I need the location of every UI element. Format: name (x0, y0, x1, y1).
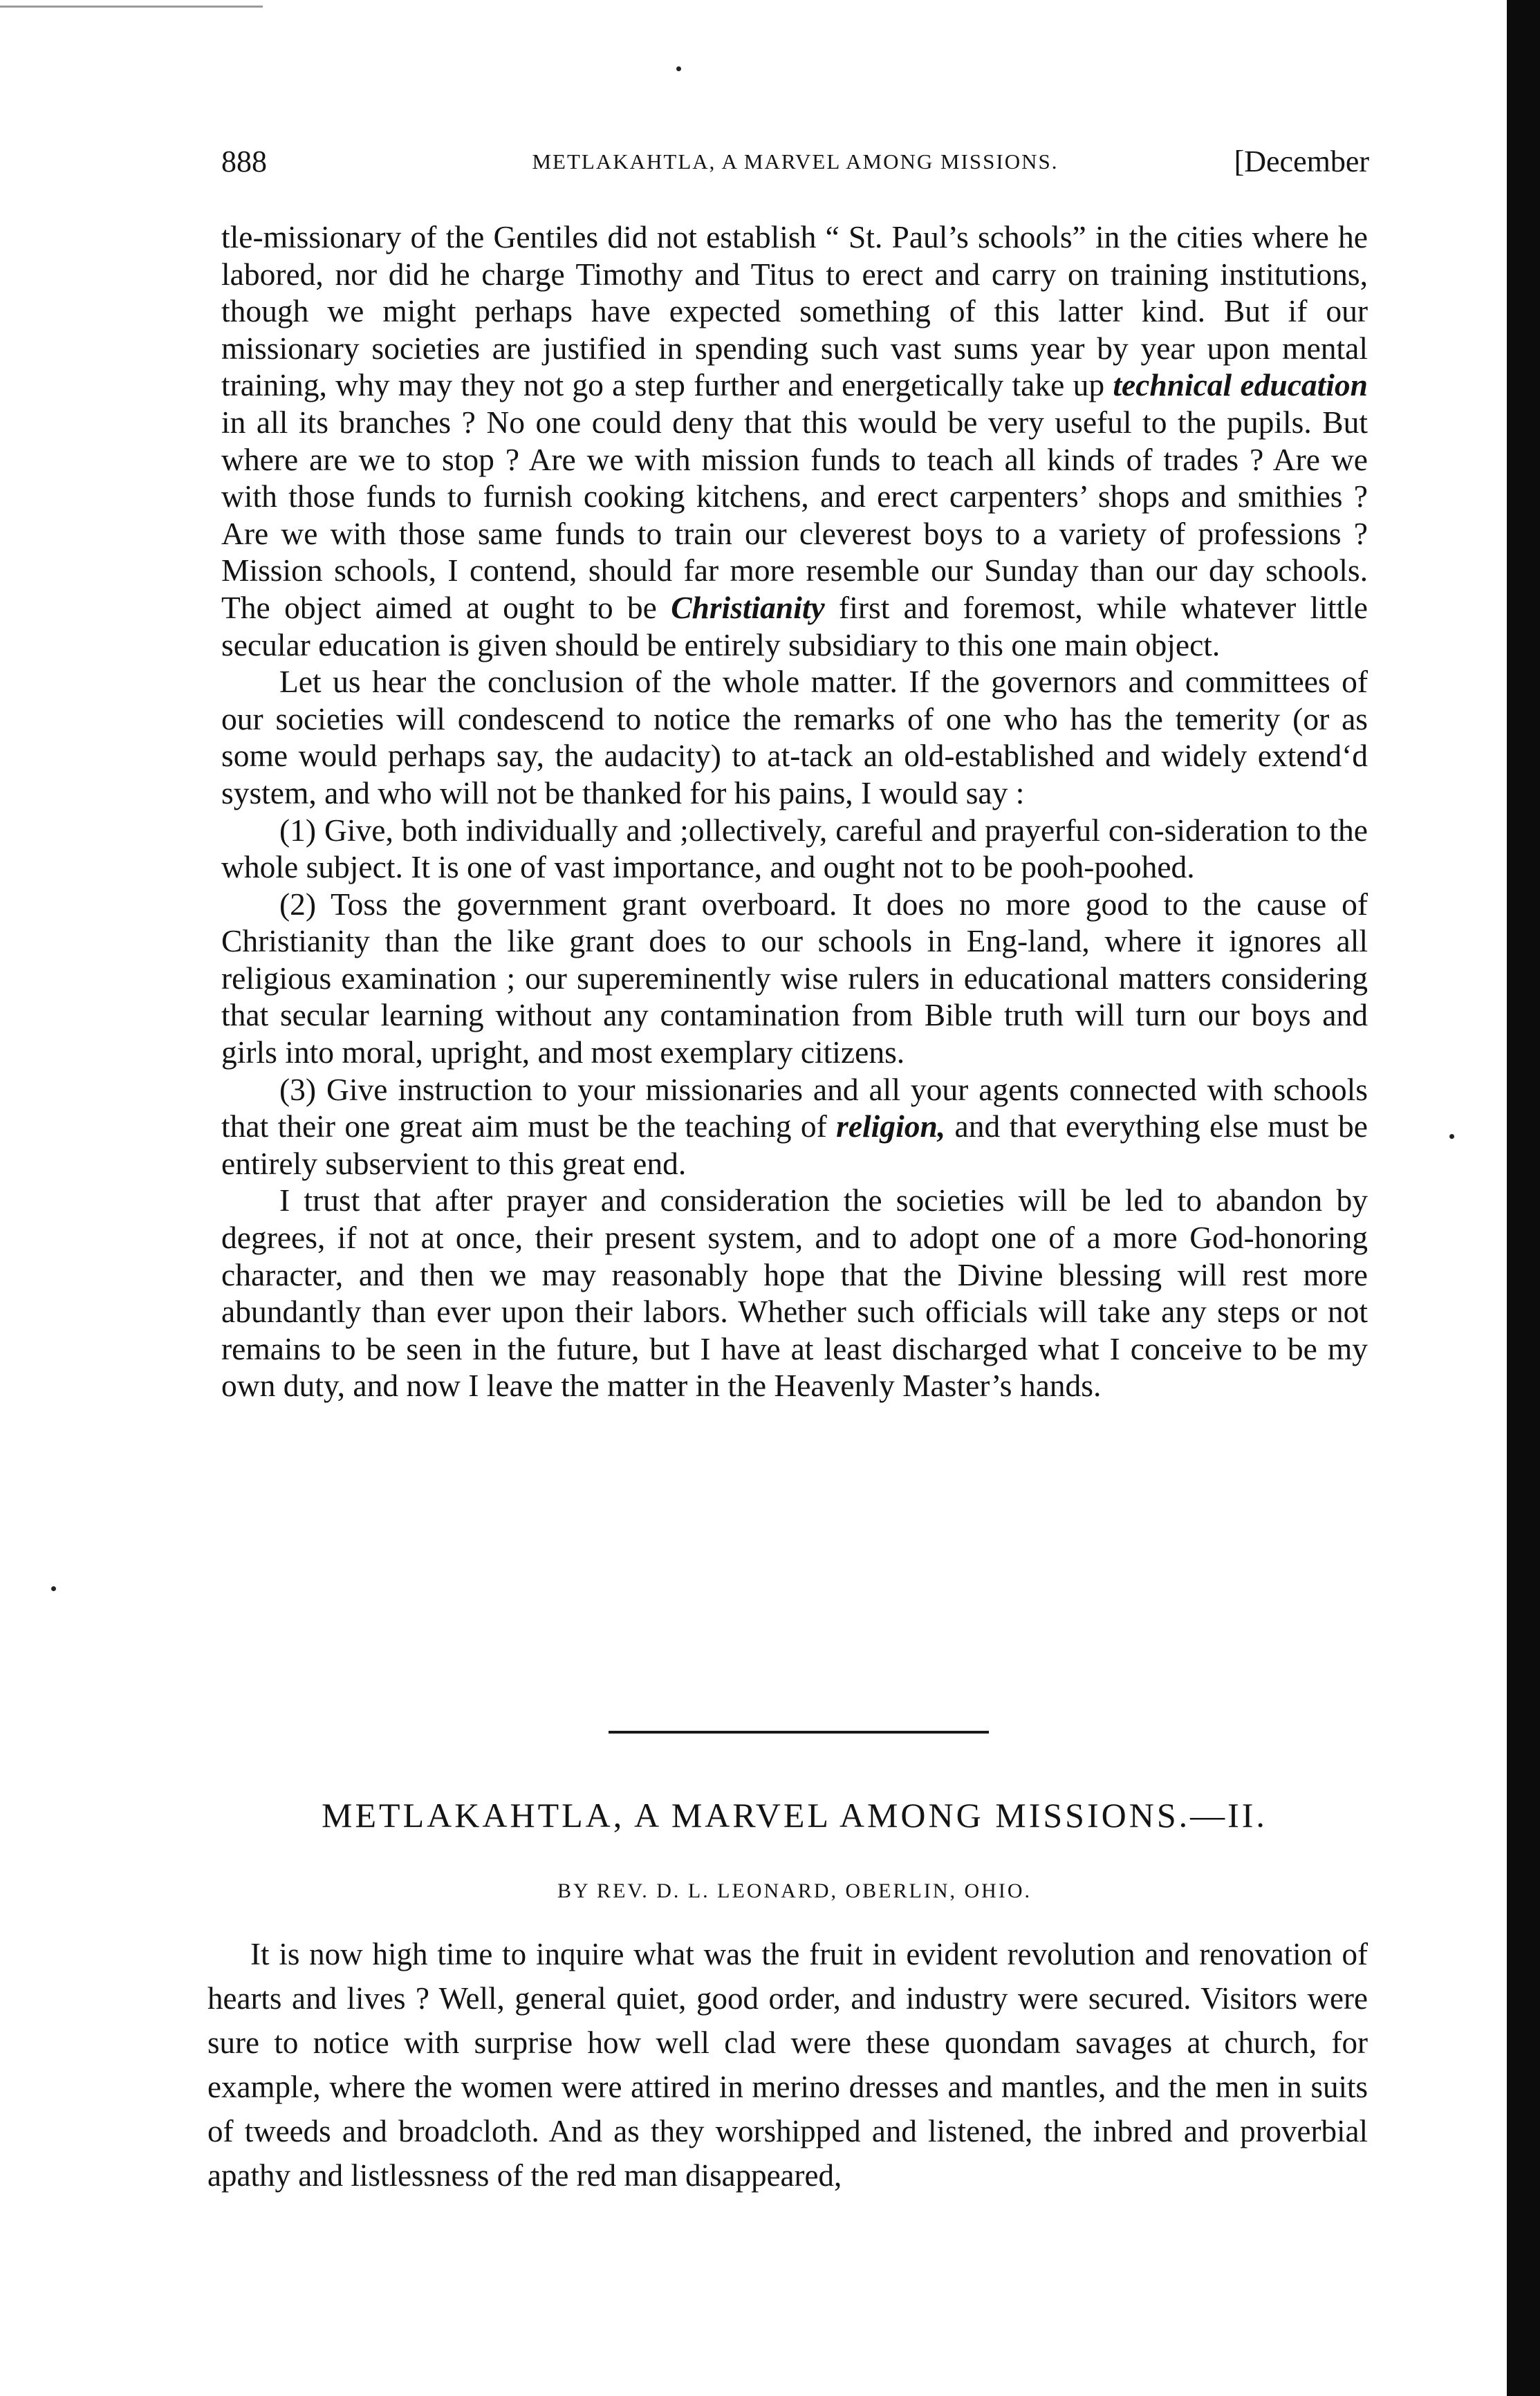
running-head (221, 144, 1369, 185)
paragraph: (1) Give, both individually and ;ollectively, careful and prayerful con-sideration to the whole subject. It is one of vast importance, and ought not to be pooh-poohed. (221, 812, 1368, 885)
emphasis-text: Christianity (671, 589, 825, 625)
paragraph: I trust that after prayer and consideration the societies will be led to abandon by degrees, if not at once, their present system, and to adopt one of a more God-honoring character, and then we may reasonably hope that the Divine blessing will rest more abundantly than ever upon their labors. Whether such officials will take any steps or not remains to be seen in the future, but I have at least discharged what I conceive to be my own duty, and now I leave the matter in the Heavenly Master’s hands. (221, 1182, 1368, 1404)
scan-speck (676, 66, 681, 71)
paragraph: Let us hear the conclusion of the whole matter. If the governors and committees of our societies will condescend to notice the remarks of one who has the temerity (or as some would perhaps say, the audacity) to at-tack an old-established and widely extendʻd system, and who will not be thanked for his pains, I would say : (221, 664, 1368, 810)
paragraph-text: and that everything else must be entirely subservient to this great end. (221, 1108, 1369, 1181)
paragraph-text: tle-missionary of the Gentiles did not establish “ St. Paul’s schools” in the cities where he labored, nor did he charge Timothy and Titus to erect and carry on training institutions, though we might perhaps have expected something of this latter kind. But if our missionary societies are justified in spending such vast sums year by year upon mental training, why may they not go a step further and energetically take up (221, 219, 1368, 403)
emphasis-text: technical education (1113, 367, 1368, 403)
paragraph: (2) Toss the government grant overboard. It does no more good to the cause of Christianity than the like grant does to our schools in Eng-land, where it ignores all religious examination ; our supereminently wise rulers in educational matters considering that secular learning without any contamination from Bible truth will turn our boys and girls into moral, upright, and most exemplary citizens. (221, 886, 1368, 1070)
scan-edge-rule (0, 6, 263, 8)
page-number: 888 (221, 145, 267, 178)
paragraph: It is now high time to inquire what was the fruit in evident revolution and renovation of hearts and lives ? Well, general quiet, good order, and industry were secured. Visitors were sure to notice with surprise how well clad were these quondam savages at church, for example, where the women were attired in merino dresses and mantles, and the men in suits of tweeds and broadcloth. And as they worshipped and listened, the inbred and proverbial apathy and listlessness of the red man disappeared, (207, 1937, 1368, 2193)
section-divider (609, 1731, 989, 1734)
paragraph-text: in all its branches ? No one could deny that this would be very useful to the pupils. But where are we to stop ? Are we with mission funds to teach all kinds of trades ? Are we with those funds to furnish cooking kitchens, and erect carpenters’ shops and smithies ? Are we with those same funds to train our cleverest boys to a variety of professions ? Mission schools, I contend, should far more resemble our Sunday than our day schools. The object aimed at ought to be (221, 404, 1368, 625)
article-title: METLAKAHTLA, A MARVEL AMONG MISSIONS.—II. (322, 1796, 1268, 1835)
article-body (207, 1932, 1368, 2198)
article-byline: BY REV. D. L. LEONARD, OBERLIN, OHIO. (557, 1879, 1032, 1902)
scan-binding-edge (1507, 0, 1540, 2396)
running-title: METLAKAHTLA, A MARVEL AMONG MISSIONS. (532, 149, 1059, 174)
previous-article-text (221, 219, 1368, 1404)
paragraph-text: first and foremost, while whatever little secular education is given should be entirely subsidiary to this one main object. (221, 589, 1368, 662)
paragraph-text: (3) Give instruction to your missionaries and all your agents connected with schools that their one great aim must be the teaching of (221, 1071, 1368, 1144)
scan-speck (1449, 1134, 1454, 1139)
running-date: [December (1234, 145, 1369, 178)
scan-speck (51, 1586, 56, 1591)
paragraph (221, 1071, 1368, 1182)
paragraph (221, 219, 1368, 663)
emphasis-text: religion, (836, 1108, 946, 1144)
